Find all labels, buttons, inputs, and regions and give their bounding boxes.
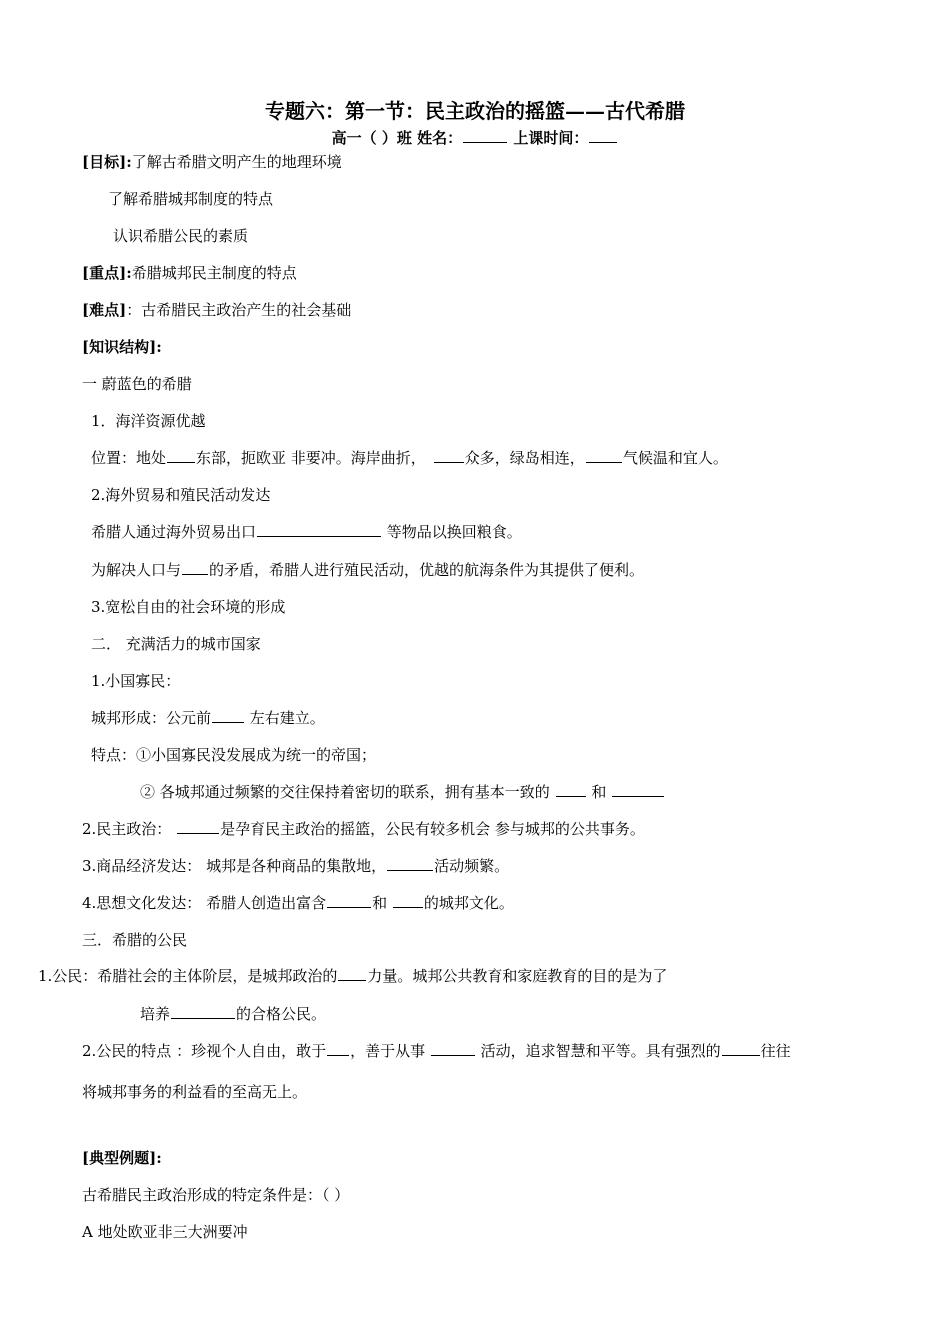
location-text-b: 东部，扼欧亚 非要冲。海岸曲折， xyxy=(196,449,426,467)
section-1-item-3: 3.宽松自由的社会环境的形成 xyxy=(91,598,286,616)
class-name-label: 高一（ ）班 姓名： xyxy=(331,129,463,147)
citizen-text-c: 培养 xyxy=(140,1005,171,1023)
section-2-heading: 二． 充满活力的城市国家 xyxy=(91,635,261,653)
traits-text-b: ，善于从事 xyxy=(350,1042,430,1060)
difficulty-label: [难点] xyxy=(82,301,127,319)
culture-text-a: 4.思想文化发达： 希腊人创造出富含 xyxy=(82,894,327,912)
blank-century[interactable] xyxy=(212,708,244,723)
traits-line-2: 将城邦事务的利益看的至高无上。 xyxy=(82,1083,308,1101)
blank-culture-2[interactable] xyxy=(393,893,423,908)
culture-text-c: 的城邦文化。 xyxy=(423,894,514,912)
examples-label: [典型例题]: xyxy=(82,1149,162,1167)
traits-line xyxy=(82,1041,791,1061)
colony-line xyxy=(91,560,644,580)
citizen-text-d: 的合格公民。 xyxy=(236,1005,327,1023)
example-question: 古希腊民主政治形成的特定条件是：（ ） xyxy=(82,1186,350,1204)
blank-exports[interactable] xyxy=(257,522,381,537)
blank-culture-1[interactable] xyxy=(327,893,371,908)
blank-force[interactable] xyxy=(338,966,366,981)
section-3-heading: 三．希腊的公民 xyxy=(82,931,188,949)
trade-text-a: 希腊人通过海外贸易出口 xyxy=(91,523,257,541)
trade-line xyxy=(91,522,522,542)
blank-shared-2[interactable] xyxy=(612,782,664,797)
democracy-line xyxy=(82,819,645,839)
blank-shared-1[interactable] xyxy=(556,782,586,797)
traits-text-d: 往往 xyxy=(760,1042,791,1060)
traits-text-c: 活动，追求智慧和平等。具有强烈的 xyxy=(475,1042,721,1060)
time-blank[interactable] xyxy=(589,128,617,143)
section-1-heading: 一 蔚蓝色的希腊 xyxy=(82,375,192,393)
culture-text-b: 和 xyxy=(372,894,392,912)
commerce-text-b: 活动频繁。 xyxy=(434,857,510,875)
feature-2-text-a: ② 各城邦通过频繁的交往保持着密切的联系，拥有基本一致的 xyxy=(140,783,555,801)
goals-label: [目标]: xyxy=(82,153,132,171)
blank-cultivate[interactable] xyxy=(171,1004,235,1019)
citizen-line-1 xyxy=(38,966,667,986)
traits-text-a: 2.公民的特点 ：珍视个人自由，敢于 xyxy=(82,1042,327,1060)
feature-1: 特点：①小国寡民没发展成为统一的帝国； xyxy=(91,746,377,764)
blank-dare[interactable] xyxy=(327,1041,349,1056)
blank-climate[interactable] xyxy=(586,448,622,463)
section-1-item-1: 1．海洋资源优越 xyxy=(91,412,206,430)
structure-label: [知识结构]: xyxy=(82,338,162,356)
class-time-label: 上课时间： xyxy=(508,129,589,147)
option-a[interactable]: A 地处欧亚非三大洲要冲 xyxy=(82,1223,248,1241)
location-text-d: 气候温和宜人。 xyxy=(622,449,728,467)
difficulty-line xyxy=(82,300,351,320)
key-point-label: [重点]: xyxy=(82,264,132,282)
citizen-text-a: 1.公民：希腊社会的主体阶层，是城邦政治的 xyxy=(38,967,338,985)
formation-line xyxy=(91,708,325,728)
citizen-text-b: 力量。城邦公共教育和家庭教育的目的是为了 xyxy=(367,967,668,985)
citizen-line-2 xyxy=(140,1004,326,1024)
commerce-line xyxy=(82,856,509,876)
feature-2-text-b: 和 xyxy=(586,783,612,801)
commerce-text-a: 3.商品经济发达： 城邦是各种商品的集散地， xyxy=(82,857,387,875)
blank-sense[interactable] xyxy=(722,1041,760,1056)
section-2-item-1: 1.小国寡民： xyxy=(91,672,181,690)
key-point-line xyxy=(82,263,297,283)
location-line xyxy=(91,448,728,468)
blank-population[interactable] xyxy=(182,560,208,575)
page-title: 专题六：第一节：民主政治的摇篮——古代希腊 xyxy=(265,99,685,123)
goal-2: 了解希腊城邦制度的特点 xyxy=(108,190,274,208)
blank-islands[interactable] xyxy=(434,448,464,463)
difficulty-text: ：古希腊民主政治产生的社会基础 xyxy=(126,301,352,319)
section-1-item-2: 2.海外贸易和殖民活动发达 xyxy=(91,486,271,504)
goal-1: 了解古希腊文明产生的地理环境 xyxy=(131,153,342,171)
location-text-a: 位置：地处 xyxy=(91,449,167,467)
formation-text-a: 城邦形成：公元前 xyxy=(91,709,212,727)
democracy-text-a: 2.民主政治： xyxy=(82,820,177,838)
goal-3: 认识希腊公民的素质 xyxy=(113,227,249,245)
blank-commerce[interactable] xyxy=(387,856,433,871)
colony-text-b: 的矛盾，希腊人进行殖民活动，优越的航海条件为其提供了便利。 xyxy=(209,561,645,579)
trade-text-b: 等物品以换回粮食。 xyxy=(382,523,522,541)
goals-line-1 xyxy=(82,152,342,172)
blank-activity[interactable] xyxy=(431,1041,475,1056)
culture-line xyxy=(82,893,514,913)
location-text-c: 众多，绿岛相连， xyxy=(464,449,585,467)
name-blank[interactable] xyxy=(463,128,507,143)
feature-2-line xyxy=(140,782,665,802)
student-info-line xyxy=(0,128,950,148)
blank-region[interactable] xyxy=(167,448,195,463)
colony-text-a: 为解决人口与 xyxy=(91,561,182,579)
formation-text-b: 左右建立。 xyxy=(245,709,325,727)
democracy-text-b: 是孕育民主政治的摇篮，公民有较多机会 参与城邦的公共事务。 xyxy=(220,820,645,838)
blank-cradle[interactable] xyxy=(177,819,219,834)
key-point-text: 希腊城邦民主制度的特点 xyxy=(131,264,297,282)
